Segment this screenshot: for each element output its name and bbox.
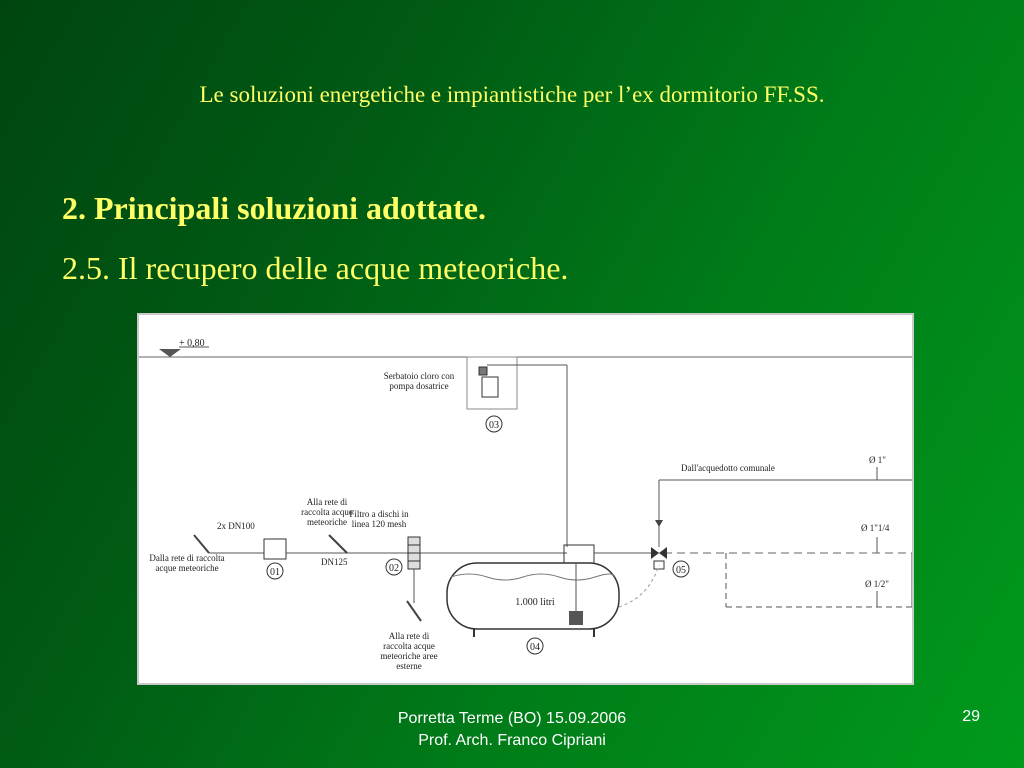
dosing-pump (479, 367, 487, 375)
svg-text:03: 03 (489, 420, 499, 431)
svg-text:esterne: esterne (396, 661, 422, 671)
svg-text:meteoriche aree: meteoriche aree (380, 651, 438, 661)
slide-title: Le soluzioni energetiche e impiantistiche per l’ex dormitorio FF.SS. (199, 82, 825, 107)
diameter-1-1-4-label: Ø 1"1/4 (861, 523, 890, 533)
tank-capacity-label: 1.000 litri (515, 597, 555, 608)
storage-tank (447, 563, 619, 629)
ground-level-label: + 0,80 (179, 338, 205, 349)
footer-location-date: Porretta Terme (BO) 15.09.2006 (397, 710, 627, 727)
check-valve (655, 520, 663, 527)
footer-author: Prof. Arch. Franco Cipriani (418, 732, 606, 749)
pipe-2x-dn100-label: 2x DN100 (217, 521, 255, 531)
diameter-1-label: Ø 1" (869, 455, 886, 465)
chlorine-tank-label: Serbatoio cloro con (383, 371, 455, 381)
chlorine-tank-label-2: pompa dosatrice (389, 381, 449, 391)
svg-text:meteoriche: meteoriche (307, 517, 347, 527)
svg-text:raccolta acque: raccolta acque (383, 641, 435, 651)
page-number: 29 (962, 708, 980, 725)
svg-text:01: 01 (270, 567, 280, 578)
aqueduct-label: Dall'acquedotto comunale (681, 463, 775, 473)
chlorine-tank (482, 377, 498, 397)
diagram-drawing (139, 315, 912, 683)
svg-text:05: 05 (676, 565, 686, 576)
submersible-pump (569, 611, 583, 625)
section-subheading: 2.5. Il recupero delle acque meteoriche. (62, 250, 569, 286)
footer-info (312, 708, 712, 752)
overflow-outlet (407, 601, 421, 621)
sediment-trap (264, 539, 286, 559)
svg-text:raccolta acque: raccolta acque (301, 507, 353, 517)
svg-text:02: 02 (389, 563, 399, 574)
rainwater-diagram (137, 313, 914, 685)
svg-text:acque meteoriche: acque meteoriche (155, 563, 219, 573)
diameter-1-2-label: Ø 1/2" (865, 579, 889, 589)
svg-text:linea 120 mesh: linea 120 mesh (351, 519, 407, 529)
svg-text:04: 04 (530, 642, 540, 653)
filter-label: Filtro a dischi in (349, 509, 409, 519)
tank-manhole (564, 545, 594, 563)
from-network-label: Dalla rete di raccolta (149, 553, 225, 563)
external-network-label: Alla rete di (388, 631, 430, 641)
level-marker (159, 349, 181, 357)
section-heading: 2. Principali soluzioni adottate. (62, 190, 486, 226)
pipe-dn125-label: DN125 (321, 557, 348, 567)
three-way-valve (651, 547, 659, 559)
network-label: Alla rete di (306, 497, 348, 507)
